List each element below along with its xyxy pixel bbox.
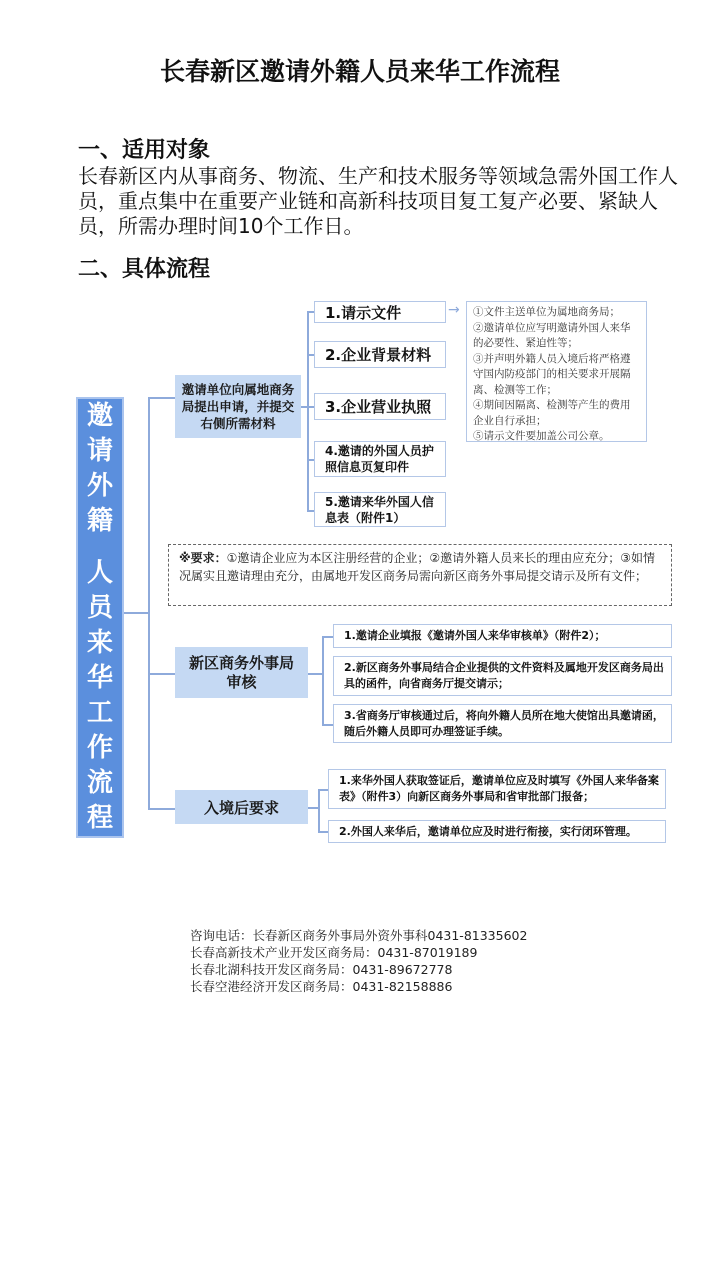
flow-root-top: 邀请外籍 <box>86 401 113 536</box>
contact-line: 长春北湖科技开发区商务局：0431-89672778 <box>190 962 453 977</box>
step3-box: 入境后要求 <box>175 790 308 824</box>
connector <box>318 789 328 791</box>
contact-line: 咨询电话：长春新区商务外事局外资外事科0431-81335602 <box>190 928 528 943</box>
connector <box>307 510 314 512</box>
material-item: 1.请示文件 <box>314 301 446 323</box>
material-item: 5.邀请来华外国人信息表（附件1） <box>314 492 446 527</box>
connector <box>307 406 314 408</box>
trunk-line <box>148 397 150 808</box>
material-item: 4.邀请的外国人员护照信息页复印件 <box>314 441 446 477</box>
connector <box>318 831 328 833</box>
note-line: ③并声明外籍人员入境后将严格遵守国内防疫部门的相关要求开展隔离、检测等工作； <box>473 352 631 396</box>
material-item: 3.企业营业执照 <box>314 393 446 420</box>
connector <box>148 673 175 675</box>
connector <box>148 397 175 399</box>
step2-box: 新区商务外事局审核 <box>175 647 308 698</box>
entry-item: 1.来华外国人获取签证后，邀请单位应及时填写《外国人来华备案表》（附件3）向新区商务外事局和省审批部门报备； <box>328 769 666 809</box>
note-line: ④期间因隔离、检测等产生的费用企业自行承担； <box>473 399 631 427</box>
page-title: 长春新区邀请外籍人员来华工作流程 <box>159 57 560 86</box>
connector <box>308 807 318 809</box>
requirement-box <box>168 544 672 606</box>
material-item: 2.企业背景材料 <box>314 341 446 368</box>
note-line: ①文件主送单位为属地商务局； <box>473 306 620 318</box>
connector <box>307 459 314 461</box>
review-item: 1.邀请企业填报《邀请外国人来华审核单》（附件2）； <box>333 624 672 648</box>
note-line: ⑤请示文件要加盖公司公章。 <box>473 430 610 442</box>
contact-info <box>190 927 527 995</box>
connector <box>148 808 175 810</box>
arrow-right-icon: → <box>448 302 460 318</box>
section-heading-scope: 一、适用对象 <box>78 138 211 163</box>
entry-item: 2.外国人来华后，邀请单位应及时进行衔接，实行闭环管理。 <box>328 820 666 843</box>
request-notes <box>466 301 647 442</box>
review-item: 2.新区商务外事局结合企业提供的文件资料及属地开发区商务局出具的函件，向省商务厅提交请示； <box>333 656 672 696</box>
scope-text: 长春新区内从事商务、物流、生产和技术服务等领域急需外国工作人员，重点集中在重要产业链和高新科技项目复工复产必要、紧缺人员，所需办理时间10个工作日。 <box>78 164 678 238</box>
requirement-label: ※要求： <box>179 551 227 565</box>
flow-root-bottom: 人员来华工作流程 <box>86 558 113 833</box>
connector <box>322 724 333 726</box>
section-heading-process: 二、具体流程 <box>78 257 211 282</box>
step1-box: 邀请单位向属地商务局提出申请，并提交右侧所需材料 <box>175 375 301 438</box>
connector <box>308 673 322 675</box>
connector <box>307 354 314 356</box>
note-line: ②邀请单位应写明邀请外国人来华的必要性、紧迫性等； <box>473 321 631 349</box>
connector <box>307 311 314 313</box>
requirement-text: ①邀请企业应为本区注册经营的企业；②邀请外籍人员来长的理由应充分；③如情况属实且邀请理由充分，由属地开发区商务局需向新区商务外事局提交请示及所有文件； <box>179 551 655 583</box>
flow-root <box>76 397 124 838</box>
branch-line <box>318 789 320 832</box>
branch-line <box>322 636 324 724</box>
contact-line: 长春高新技术产业开发区商务局：0431-87019189 <box>190 945 478 960</box>
connector <box>124 612 148 614</box>
contact-line: 长春空港经济开发区商务局：0431-82158886 <box>190 979 453 994</box>
connector <box>322 636 333 638</box>
review-item: 3.省商务厅审核通过后，将向外籍人员所在地大使馆出具邀请函，随后外籍人员即可办理签证手续。 <box>333 704 672 743</box>
branch-line <box>307 311 309 510</box>
